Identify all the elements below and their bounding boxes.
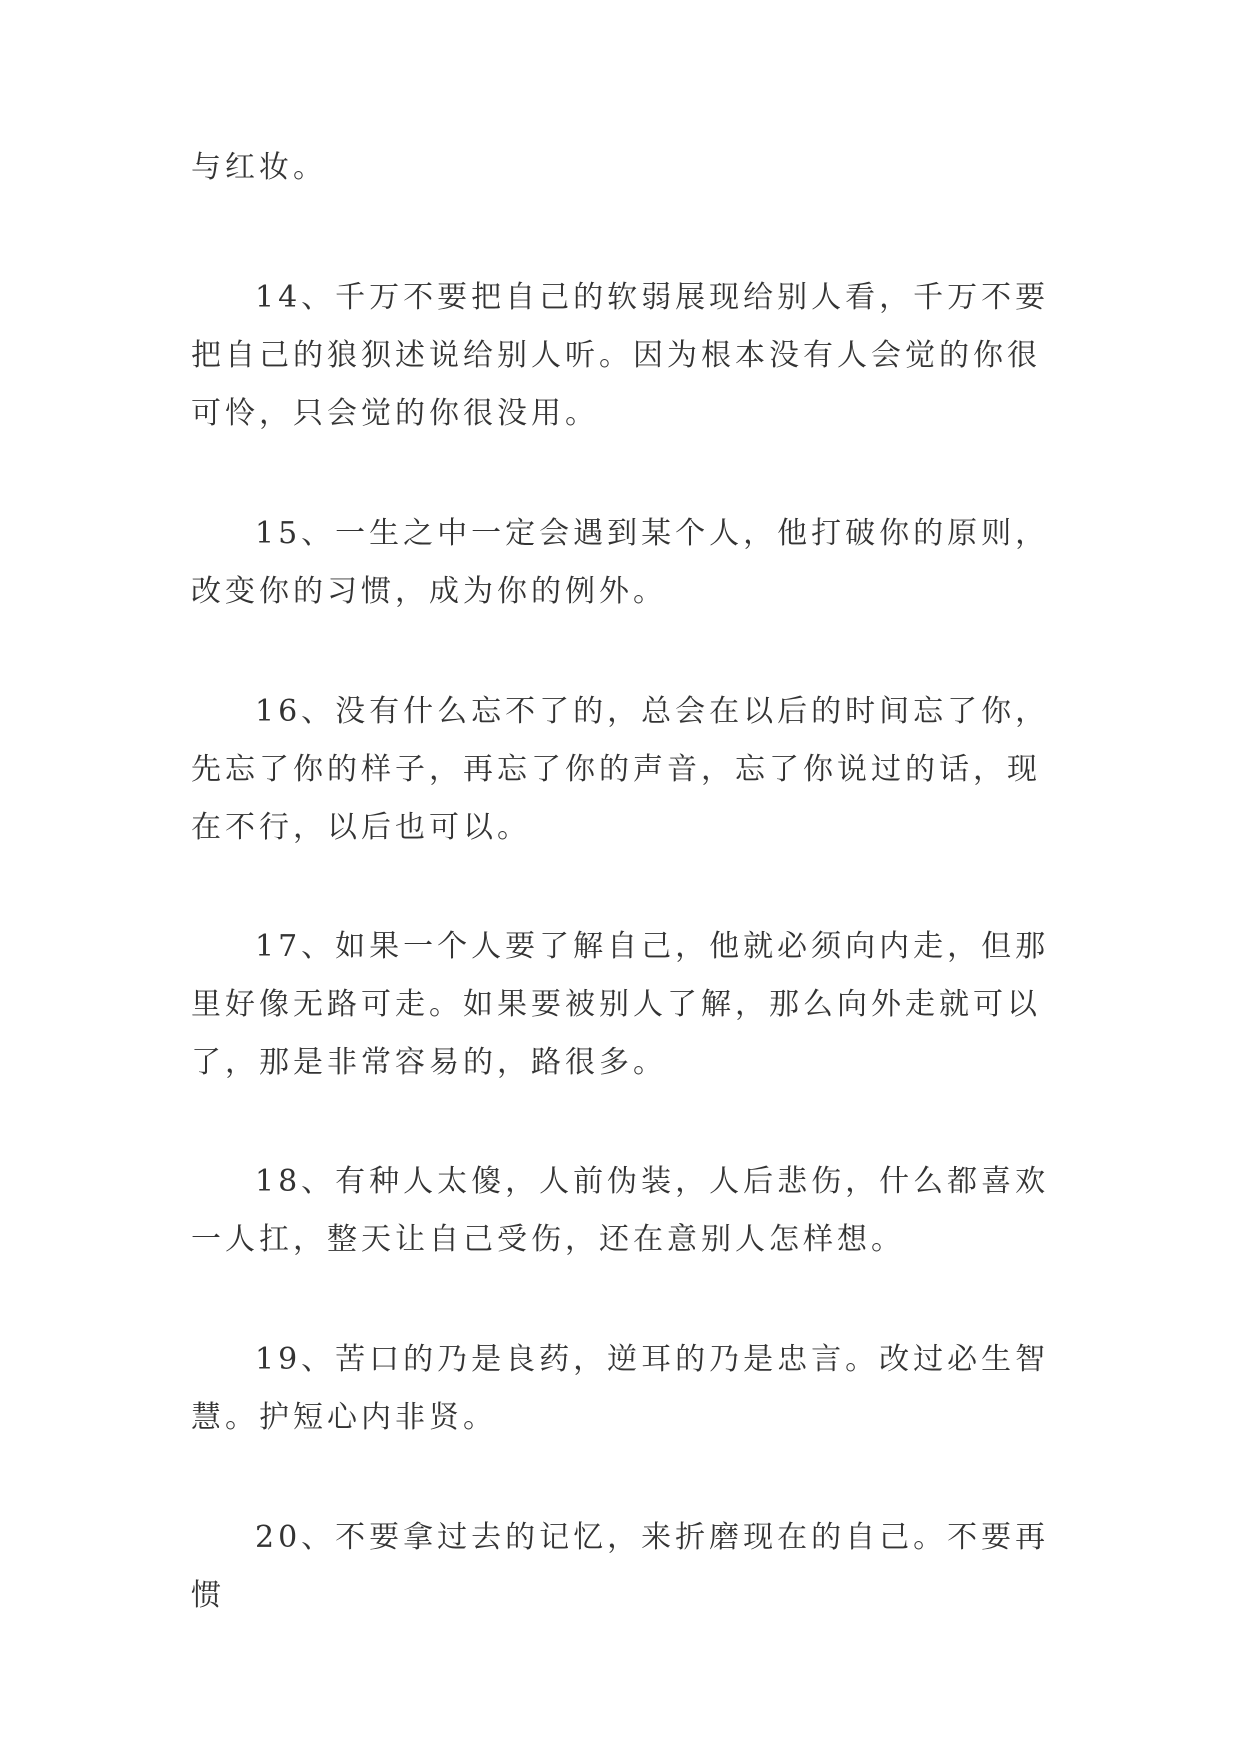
paragraph-14: 14、千万不要把自己的软弱展现给别人看，千万不要把自己的狼狈述说给别人听。因为根本没有人会觉的你很可怜，只会觉的你很没用。 [191,280,1050,431]
paragraph-15: 15、一生之中一定会遇到某个人，他打破你的原则，改变你的习惯，成为你的例外。 [191,516,1050,609]
paragraph-18: 18、有种人太傻，人前伪装，人后悲伤，什么都喜欢一人扛，整天让自己受伤，还在意别人怎样想。 [191,1164,1050,1257]
paragraph-continuation: 与红妆。 [191,150,327,185]
paragraph-17: 17、如果一个人要了解自己，他就必须向内走，但那里好像无路可走。如果要被别人了解，那么向外走就可以了，那是非常容易的，路很多。 [191,929,1050,1080]
paragraph-16: 16、没有什么忘不了的，总会在以后的时间忘了你，先忘了你的样子，再忘了你的声音，忘了你说过的话，现在不行，以后也可以。 [191,694,1050,845]
paragraph-19: 19、苦口的乃是良药，逆耳的乃是忠言。改过必生智慧。护短心内非贤。 [191,1342,1050,1435]
paragraph-20: 20、不要拿过去的记忆，来折磨现在的自己。不要再惯 [191,1520,1050,1613]
